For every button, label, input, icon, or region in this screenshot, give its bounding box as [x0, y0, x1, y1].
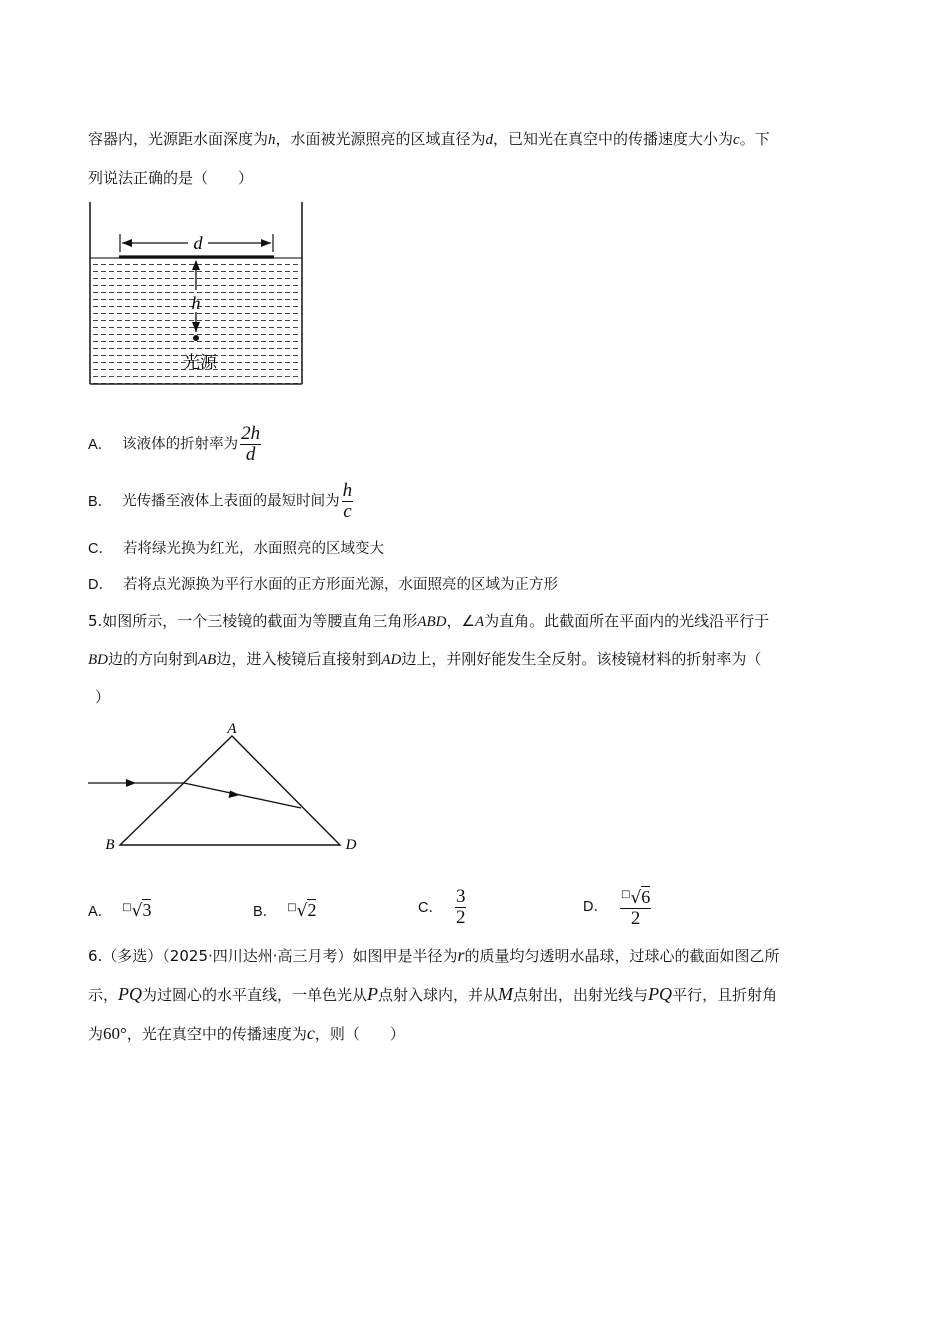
vertex-a-label: A — [227, 721, 237, 737]
q5-stem-line-3: ） — [95, 688, 111, 706]
q5-option-b[interactable]: B． □√2 — [253, 900, 317, 921]
q4-option-a[interactable]: A． 该液体的折射率为 $\frac{2h}{d}$ — [88, 423, 261, 465]
label-d: d — [193, 233, 203, 253]
q4-option-d[interactable]: D． 若将点光源换为平行水面的正方形面光源，水面照亮的区域为正方形 — [88, 577, 558, 593]
q4-container-figure — [84, 198, 310, 390]
q5-option-a[interactable]: A． □√3 — [88, 900, 152, 921]
label-light-source: 光源 — [183, 353, 217, 373]
q4-intro-line-1: 容器内，光源距水面深度为h，水面被光源照亮的区域直径为d，已知光在真空中的传播速度大小为c。下 — [88, 130, 770, 148]
q5-option-d[interactable]: D． $\frac{^□√6}{2}$ — [583, 887, 651, 929]
q6-stem-line-2: 示，PQ为过圆心的水平直线，一单色光从P点射入球内，并从M点射出，出射光线与PQ平行，且折射角 — [88, 984, 778, 1004]
q5-prism-figure — [84, 716, 364, 858]
q4-option-c[interactable]: C． 若将绿光换为红光，水面照亮的区域变大 — [88, 541, 384, 557]
vertex-d-label: D — [345, 837, 357, 853]
vertex-b-label: B — [105, 837, 115, 853]
q4-intro-line-2: 列说法正确的是（ ） — [88, 169, 254, 187]
refracted-ray — [184, 783, 301, 808]
q5-option-c[interactable]: C． $\frac{3}{2}$ — [418, 886, 466, 928]
q6-stem-line-1: 6.（多选）（2025·四川达州·高三月考）如图甲是半径为r的质量均匀透明水晶球，过球心的截面如图乙所 — [88, 945, 780, 965]
label-h: h — [191, 293, 201, 313]
q5-stem-line-2: BD边的方向射到AB边，进入棱镜后直接射到AD边上，并刚好能发生全反射。该棱镜材料的折射率为（ — [88, 650, 762, 668]
light-source-point — [193, 335, 199, 341]
q4-option-b[interactable]: B． 光传播至液体上表面的最短时间为 $\frac{h}{c}$ — [88, 480, 353, 522]
q6-stem-line-3: 为60°，光在真空中的传播速度为c，则（ ） — [88, 1023, 405, 1043]
q5-stem-line-1: 5.如图所示，一个三棱镜的截面为等腰直角三角形ABD，∠A为直角。此截面所在平面内的光线沿平行于 — [88, 612, 770, 630]
